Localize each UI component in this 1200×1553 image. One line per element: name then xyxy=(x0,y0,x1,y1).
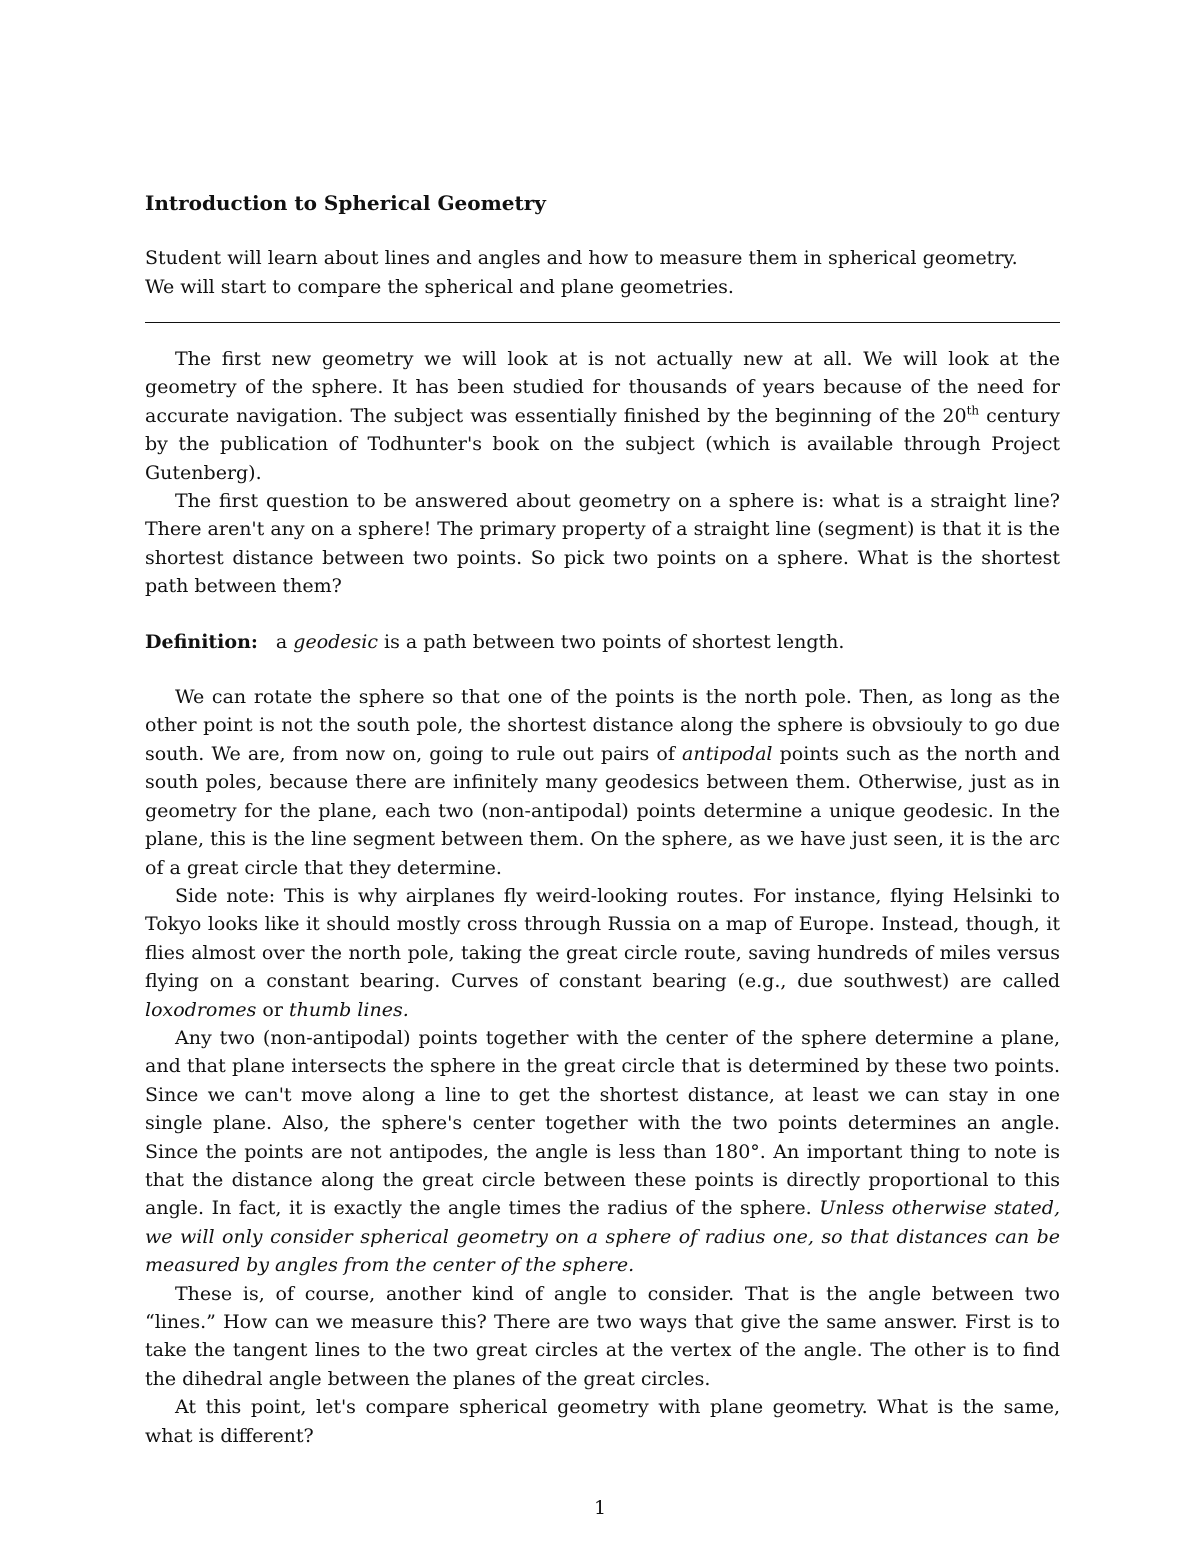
paragraph-4-text-a: Side note: This is why airplanes fly weird-looking routes. For instance, flying Helsinki to Tokyo looks like it should mostly cross through Russia on a map of Europe. Instead, though, it flies almost over the north pole, taking the great circle route, saving hundreds of miles versus flying on a constant bearing. Curves of constant bearing (e.g., due southwest) are called xyxy=(145,884,1060,993)
paragraph-4-text-mid: or xyxy=(256,998,289,1021)
paragraph-1-text-b: century by the publication of Todhunter's book on the subject (which is available through Project Gutenberg). xyxy=(145,404,1060,484)
paragraph-5-text-a: Any two (non-antipodal) points together with the center of the sphere determine a plane, and that plane intersects the sphere in the great circle that is determined by these two points. Since we can't move along a line to get the shortest distance, at least we can stay in one single plane. Also, the sphere's center together with the two points determines an angle. Since the points are not antipodes, the angle is less than 180°. An important thing to note is that the distance along the great circle between these points is directly proportional to this angle. In fact, it is exactly the angle times the radius of the sphere. xyxy=(145,1026,1060,1220)
paragraph-3 xyxy=(145,683,1060,882)
paragraph-6: These is, of course, another kind of angle to consider. That is the angle between two “lines.” How can we measure this? There are two ways that give the same answer. First is to take the tangent lines to the two great circles at the vertex of the angle. The other is to find the dihedral angle between the planes of the great circles. xyxy=(145,1282,1060,1390)
paragraph-1-text-a: The first new geometry we will look at is not actually new at all. We will look at the geometry of the sphere. It has been studied for thousands of years because of the need for accurate navigation. The subject was essentially finished by the beginning of the 20 xyxy=(145,348,1060,427)
horizontal-rule xyxy=(145,322,1060,323)
paragraph-3-text-b: points such as the north and south poles, because there are infinitely many geodesics between them. Otherwise, just as in geometry for the plane, each two (non-antipodal) points determine a unique geodesic. In the plane, this is the line segment between them. On the sphere, as we have just seen, it is the arc of a great circle that they determine. xyxy=(145,742,1060,879)
paragraph-5 xyxy=(145,1024,1060,1280)
objective-line-1: Student will learn about lines and angles and how to measure them in spherical geometry. xyxy=(145,247,1018,269)
paragraph-7: At this point, let's compare spherical geometry with plane geometry. What is the same, what is different? xyxy=(145,1396,1060,1447)
term-antipodal: antipodal xyxy=(682,742,773,765)
term-loxodromes: loxodromes xyxy=(145,998,257,1021)
definition-text-a: a xyxy=(275,630,294,653)
definition-block xyxy=(145,628,1060,656)
document-title: Introduction to Spherical Geometry xyxy=(145,191,546,215)
paragraph-5-emphasis: Unless otherwise stated, we will only consider spherical geometry on a sphere of radius one, so that distances can be measured by angles from the center of the sphere. xyxy=(145,1197,1060,1277)
paragraph-4 xyxy=(145,882,1060,1024)
paragraph-3-text-a: We can rotate the sphere so that one of the points is the north pole. Then, as long as the other point is not the south pole, the shortest distance along the sphere is obvsiouly to go due south. We are, from now on, going to rule out pairs of xyxy=(145,686,1060,765)
paragraph-1 xyxy=(145,345,1060,487)
definition-text-b: is a path between two points of shortest length. xyxy=(378,630,845,653)
learning-objective xyxy=(145,244,1060,301)
page-number: 1 xyxy=(593,1497,607,1519)
paragraph-2: The first question to be answered about geometry on a sphere is: what is a straight line? There aren't any on a sphere! The primary property of a straight line (segment) is that it is the shortest distance between two points. So pick two points on a sphere. What is the shortest path between them? xyxy=(145,490,1060,598)
definition-label: Definition: xyxy=(145,630,258,653)
document-page xyxy=(145,188,1060,1450)
definition-term: geodesic xyxy=(293,630,379,653)
term-thumb-lines: thumb lines. xyxy=(288,998,409,1021)
objective-line-2: We will start to compare the spherical and plane geometries. xyxy=(145,275,734,298)
superscript-th: th xyxy=(966,403,980,418)
